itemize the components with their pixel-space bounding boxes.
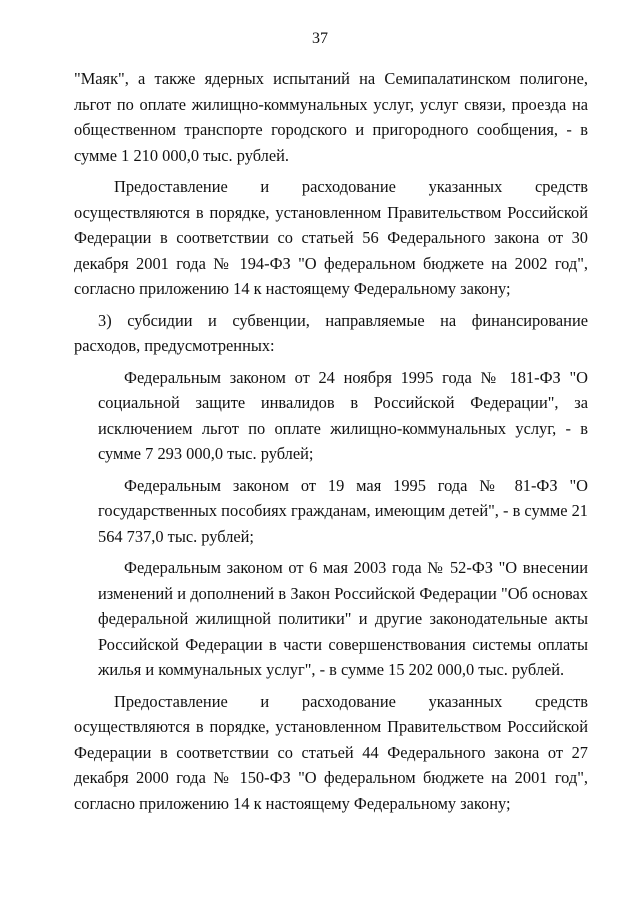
paragraph-subsidies-intro: 3) субсидии и субвенции, направляемые на финансирование расходов, предусмотренных: xyxy=(74,310,588,355)
document-body xyxy=(74,66,588,822)
paragraph-law-81: Федеральным законом от 19 мая 1995 года № 81-ФЗ "О государственных пособиях гражданам, имеющим детей", - в сумме 21 564 737,0 тыс. рублей; xyxy=(98,475,588,546)
paragraph-provision-order-1: Предоставление и расходование указанных средств осуществляются в порядке, установленном Правительством Российской Федерации в соответствии со статьей 56 Федерального закона от 30 декабря 2001 года № 194-ФЗ "О федеральном бюджете на 2002 год", согласно приложению 14 к настоящему Федеральному закону; xyxy=(74,177,588,298)
paragraph-continuation: "Маяк", а также ядерных испытаний на Семипалатинском полигоне, льгот по оплате жилищно-коммунальных услуг, услуг связи, проезда на общественном транспорте городского и пригородного сообщения, - в сумме 1 210 000,0 тыс. рублей. xyxy=(74,69,588,165)
page-number: 37 xyxy=(312,30,328,47)
paragraph-law-181: Федеральным законом от 24 ноября 1995 года № 181-ФЗ "О социальной защите инвалидов в Российской Федерации", за исключением льгот по оплате жилищно-коммунальных услуг, - в сумме 7 293 000,0 тыс. рублей; xyxy=(98,367,588,463)
paragraph-law-52: Федеральным законом от 6 мая 2003 года № 52-ФЗ "О внесении изменений и дополнений в Закон Российской Федерации "Об основах федеральной жилищной политики" и другие законодательные акты Российской Федерации в части совершенствования системы оплаты жилья и коммунальных услуг", - в сумме 15 202 000,0 тыс. рублей. xyxy=(98,558,588,679)
paragraph-provision-order-2: Предоставление и расходование указанных средств осуществляются в порядке, установленном Правительством Российской Федерации в соответствии со статьей 44 Федерального закона от 27 декабря 2000 года № 150-ФЗ "О федеральном бюджете на 2001 год", согласно приложению 14 к настоящему Федеральному закону; xyxy=(74,691,588,813)
